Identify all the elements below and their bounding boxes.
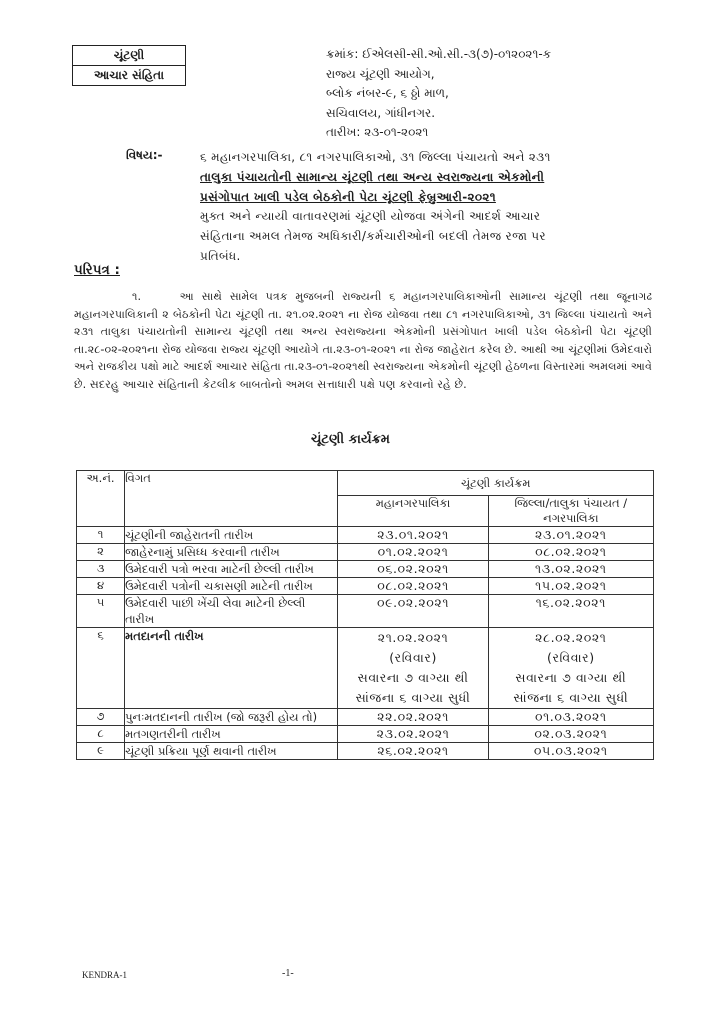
date-municipal-corporation: ૨૩.૦૨.૨૦૨૧ xyxy=(338,726,488,743)
row-detail: ચૂંટણી પ્રક્રિયા પૂર્ણ થવાની તારીખ xyxy=(125,743,338,760)
table-row xyxy=(77,709,654,726)
header-serial-no: અ.નં. xyxy=(77,471,125,527)
date-district-taluka xyxy=(488,628,653,709)
row-number: ૯ xyxy=(77,743,125,760)
date-municipal-corporation: ૦૮.૦૨.૨૦૨૧ xyxy=(338,578,488,595)
subject-text xyxy=(200,148,652,267)
table-row xyxy=(77,743,654,760)
date-district-taluka: ૦૮.૦૨.૨૦૨૧ xyxy=(488,544,653,561)
date-district-taluka: ૧૬.૦૨.૨૦૨૧ xyxy=(488,595,653,628)
date-municipal-corporation: ૦૬.૦૨.૨૦૨૧ xyxy=(338,561,488,578)
date-district-taluka: ૧૫.૦૨.૨૦૨૧ xyxy=(488,578,653,595)
row-detail: મતદાનની તારીખ xyxy=(125,628,338,709)
polling-date: ૨૮.૦૨.૨૦૨૧ xyxy=(535,630,607,645)
office-line: રાજ્ય ચૂંટણી આયોગ, xyxy=(326,66,435,81)
row-number: ૬ xyxy=(77,628,125,709)
polling-day: (રવિવાર) xyxy=(389,650,437,665)
subject-line: સંહિતાના અમલ તેમજ અધિકારી/કર્મચારીઓની બદલી તેમજ રજા પર xyxy=(200,229,546,244)
row-detail: ઉમેદવારી પત્રોની ચકાસણી માટેની તારીખ xyxy=(125,578,338,595)
reference-number: ક્રમાંક: ઈએલસી-સી.ઓ.સી.-૩(૭)-૦૧૨૦૨૧-ક xyxy=(326,47,552,61)
page-number: -1- xyxy=(282,968,294,979)
polling-time-end: સાંજના ૬ વાગ્યા સુધી xyxy=(513,690,629,705)
subject-label: વિષય:- xyxy=(126,148,163,162)
date-municipal-corporation: ૨૨.૦૨.૨૦૨૧ xyxy=(338,709,488,726)
table-header-row xyxy=(77,471,654,496)
table-row xyxy=(77,578,654,595)
subject-line: તાલુકા પંચાયતોની સામાન્ય ચૂંટણી તથા અન્ય સ્વરાજ્યના એકમોની xyxy=(200,169,545,184)
polling-time-start: સવારના ૭ વાગ્યા થી xyxy=(357,670,469,685)
row-number: ૪ xyxy=(77,578,125,595)
row-number: ૭ xyxy=(77,709,125,726)
subject-line: મુક્ત અને ન્યાયી વાતાવરણમાં ચૂંટણી યોજવા અંગેની આદર્શ આચાર xyxy=(200,209,541,224)
paragraph-number: ૧. xyxy=(132,290,142,303)
schedule-table xyxy=(76,470,654,760)
date-district-taluka: ૦૨.૦૩.૨૦૨૧ xyxy=(488,726,653,743)
date-district-taluka: ૨૩.૦૧.૨૦૨૧ xyxy=(488,527,653,544)
office-line: બ્લોક નંબર-૯, ૬ ઠ્ઠો માળ, xyxy=(326,86,449,101)
table-row xyxy=(77,628,654,709)
tag-election: ચૂંટણી xyxy=(113,48,145,62)
header-detail: વિગત xyxy=(125,471,338,527)
paragraph-text: આ સાથે સામેલ પત્રક મુજબની રાજ્યની ૬ મહાનગરપાલિકાઓની સામાન્ય ચૂંટણી તથા જૂનાગઢ મહાનગરપાલિકાની ૨ બેઠકોની પેટા ચૂંટણી તા. ૨૧.૦૨.૨૦૨૧ ના રોજ યોજવા તથા ૮૧ નગરપાલિકાઓ, ૩૧ જિલ્લા પંચાયતો અને ૨૩૧ તાલુકા પંચાયતોની સામાન્ય ચૂંટણી તથા અન્ય સ્વરાજ્યના એકમોની પ્રસંગોપાત ખાલી પડેલ બેઠકોની પેટા ચૂંટણી તા.૨૮-૦૨-૨૦૨૧ના રોજ યોજવા રાજ્ય ચૂંટણી આયોગે તા.૨૩-૦૧-૨૦૨૧ ના રોજ જાહેરાત કરેલ છે. આથી આ ચૂંટણીમાં ઉમેદવારો અને રાજકીય પક્ષો માટે આદર્શ આચાર સંહિતા તા.૨૩-૦૧-૨૦૨૧થી સ્વરાજ્યના એકમોની ચૂંટણી હેઠળના વિસ્તારમાં અમલમાં આવે છે. સદરહુ આચાર સંહિતાની કેટલીક બાબતોનો અમલ સત્તાધારી પક્ષે પણ કરવાનો રહે છે. xyxy=(74,290,653,391)
table-row xyxy=(77,726,654,743)
date-district-taluka: ૦૧.૦૩.૨૦૨૧ xyxy=(488,709,653,726)
table-row xyxy=(77,544,654,561)
table-row xyxy=(77,527,654,544)
subject-line: ૬ મહાનગરપાલિકા, ૮૧ નગરપાલિકાઓ, ૩૧ જિલ્લા પંચાયતો અને ૨૩૧ xyxy=(200,150,551,164)
paragraph-1 xyxy=(74,288,652,394)
date-municipal-corporation: ૨૬.૦૨.૨૦૨૧ xyxy=(338,743,488,760)
date-district-taluka: ૦૫.૦૩.૨૦૨૧ xyxy=(488,743,653,760)
header-schedule-group: ચૂંટણી કાર્યક્રમ xyxy=(338,471,654,496)
date-municipal-corporation: ૦૧.૦૨.૨૦૨૧ xyxy=(338,544,488,561)
polling-time-start: સવારના ૭ વાગ્યા થી xyxy=(515,670,627,685)
row-number: ૮ xyxy=(77,726,125,743)
row-number: ૫ xyxy=(77,595,125,628)
row-detail: ઉમેદવારી પત્રો ભરવા માટેની છેલ્લી તારીખ xyxy=(125,561,338,578)
footer-code: KENDRA-1 xyxy=(82,970,127,980)
polling-day: (રવિવાર) xyxy=(546,650,595,665)
date-municipal-corporation: ૨૩.૦૧.૨૦૨૧ xyxy=(338,527,488,544)
row-number: ૧ xyxy=(77,527,125,544)
polling-time-end: સાંજના ૬ વાગ્યા સુધી xyxy=(355,690,471,705)
reference-block xyxy=(326,45,551,143)
row-detail: જાહેરનામું પ્રસિધ્ધ કરવાની તારીખ xyxy=(125,544,338,561)
header-municipal-corporation: મહાનગરપાલિકા xyxy=(338,496,488,527)
header-district-taluka-municipality: જિલ્લા/તાલુકા પંચાયત / નગરપાલિકા xyxy=(488,496,653,527)
circular-heading: પરિપત્ર : xyxy=(74,262,120,278)
tag-code-of-conduct: આચાર સંહિતા xyxy=(73,65,185,85)
office-line: સચિવાલય, ગાંધીનગર. xyxy=(326,105,436,120)
row-detail: ચૂંટણીની જાહેરાતની તારીખ xyxy=(125,527,338,544)
row-number: ૩ xyxy=(77,561,125,578)
date-municipal-corporation: ૦૯.૦૨.૨૦૨૧ xyxy=(338,595,488,628)
table-row xyxy=(77,595,654,628)
row-number: ૨ xyxy=(77,544,125,561)
date-district-taluka: ૧૩.૦૨.૨૦૨૧ xyxy=(488,561,653,578)
date-municipal-corporation xyxy=(338,628,488,709)
reference-date: તારીખ: ૨૩-૦૧-૨૦૨૧ xyxy=(326,125,429,140)
schedule-title: ચૂંટણી કાર્યક્રમ xyxy=(311,432,390,447)
subject-line: પ્રસંગોપાત ખાલી પડેલ બેઠકોની પેટા ચૂંટણી ફેબ્રુઆરી-૨૦૨૧ xyxy=(200,189,496,204)
polling-date: ૨૧.૦૨.૨૦૨૧ xyxy=(377,630,449,645)
row-detail: મતગણતરીની તારીખ xyxy=(125,726,338,743)
row-detail: ઉમેદવારી પાછી ખેંચી લેવા માટેની છેલ્લી તારીખ xyxy=(125,595,338,628)
tag-box xyxy=(72,45,186,86)
subject-line: પ્રતિબંધ. xyxy=(200,248,241,263)
table-row xyxy=(77,561,654,578)
row-detail: પુનઃમતદાનની તારીખ (જો જરૂરી હોય તો) xyxy=(125,709,338,726)
